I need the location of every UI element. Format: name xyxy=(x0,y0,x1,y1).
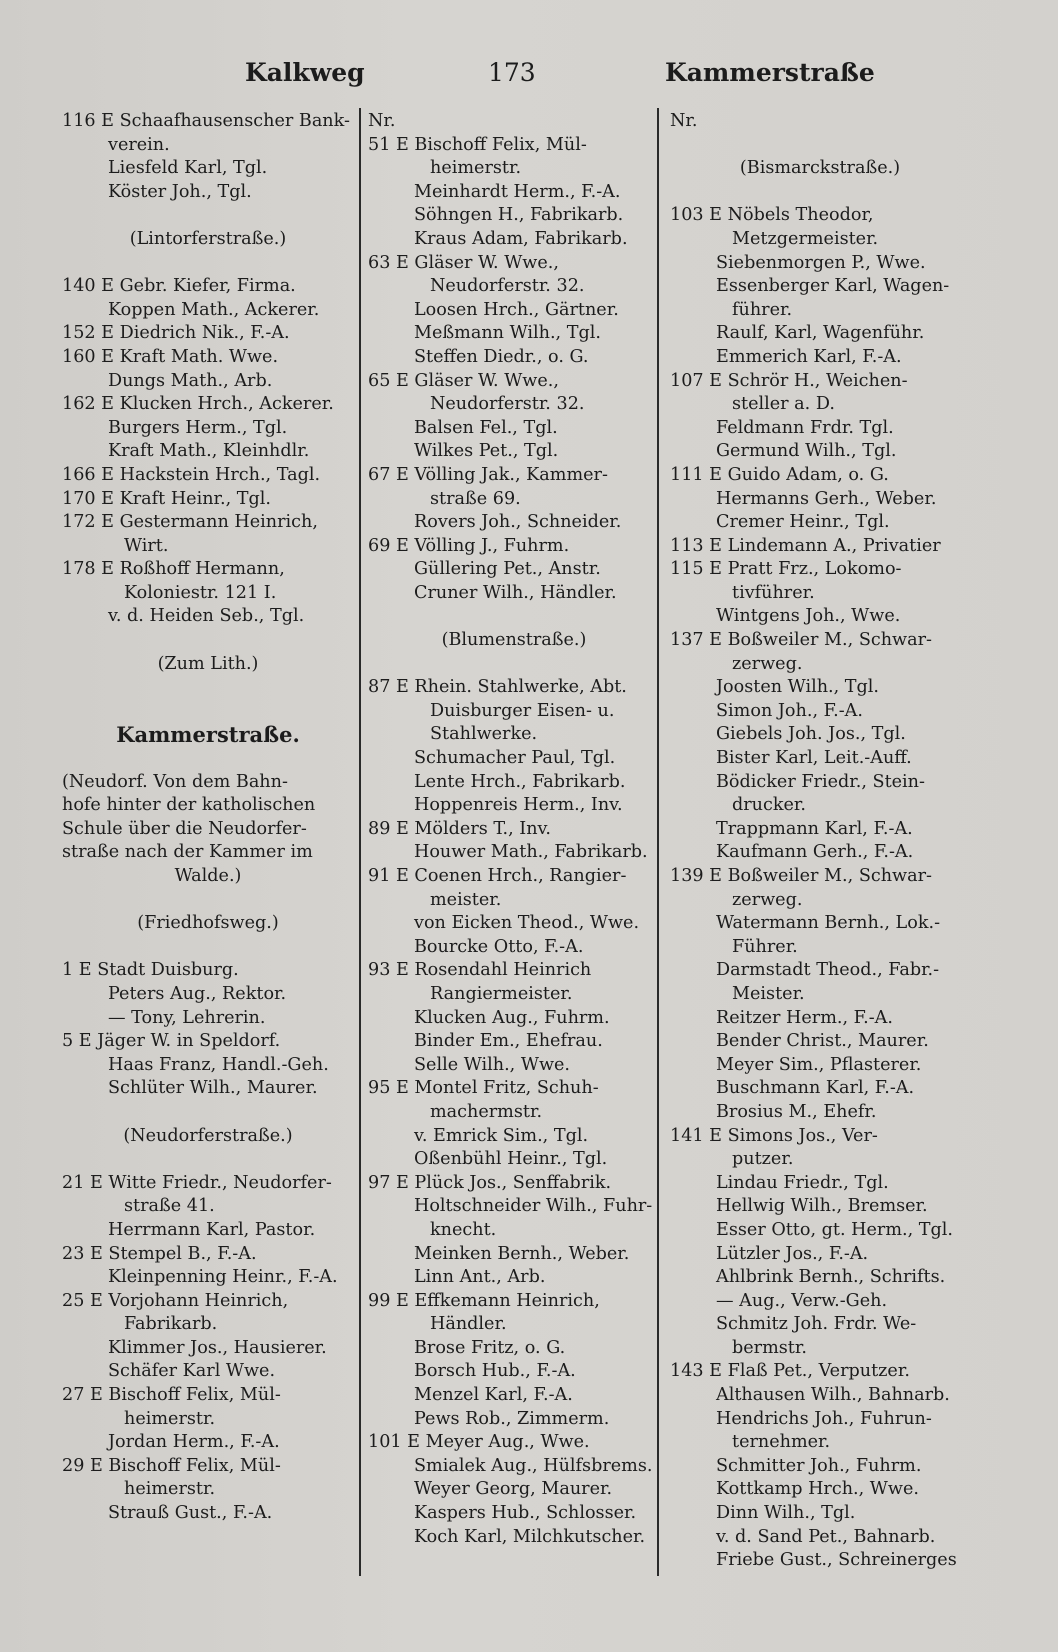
resident-line: Hoppenreis Herm., Inv. xyxy=(414,795,623,816)
resident-line: Feldmann Frdr. Tgl. xyxy=(716,417,894,438)
section-heading: (Lintorferstraße.) xyxy=(129,228,287,249)
line-spacer xyxy=(62,676,354,700)
resident-line: verein. xyxy=(108,134,170,155)
house-entry: 170 E Kraft Heinr., Tgl. xyxy=(62,488,272,509)
resident-line: Burgers Herm., Tgl. xyxy=(108,417,288,438)
resident-line: Rovers Joh., Schneider. xyxy=(414,512,622,533)
resident-line: Brose Fritz, o. G. xyxy=(414,1337,566,1358)
resident-line: Meyer Sim., Pflasterer. xyxy=(716,1054,922,1075)
resident-line: Hellwig Wilh., Bremser. xyxy=(716,1196,928,1217)
resident-line: steller a. D. xyxy=(732,394,835,415)
resident-line: (Neudorf. Von dem Bahn- xyxy=(62,771,288,792)
resident-line: Jordan Herm., F.-A. xyxy=(108,1432,280,1453)
resident-line: straße nach der Kammer im xyxy=(62,842,313,863)
resident-line: von Eicken Theod., Wwe. xyxy=(414,913,640,934)
resident-line: Giebels Joh. Jos., Tgl. xyxy=(716,724,906,745)
resident-line: Schmitz Joh. Frdr. We- xyxy=(716,1314,917,1335)
house-entry: 143 E Flaß Pet., Verputzer. xyxy=(670,1361,910,1382)
resident-line: Brosius M., Ehefr. xyxy=(716,1101,877,1122)
house-entry: 87 E Rhein. Stahlwerke, Abt. xyxy=(368,677,627,698)
section-heading: Walde.) xyxy=(174,866,242,886)
house-entry: 97 E Plück Jos., Senffabrik. xyxy=(368,1172,612,1193)
resident-line: Güllering Pet., Anstr. xyxy=(414,559,601,580)
house-entry: 166 E Hackstein Hrch., Tagl. xyxy=(62,464,321,485)
resident-line: Kleinpenning Heinr., F.-A. xyxy=(108,1267,338,1288)
resident-line: Hermanns Gerh., Weber. xyxy=(716,488,937,509)
house-entry: 141 E Simons Jos., Ver- xyxy=(670,1125,878,1146)
resident-line: Kraus Adam, Fabrikarb. xyxy=(414,228,628,249)
resident-line: ternehmer. xyxy=(732,1432,831,1453)
house-entry: 111 E Guido Adam, o. G. xyxy=(670,464,889,485)
resident-line: Ahlbrink Bernh., Schrifts. xyxy=(716,1267,946,1288)
resident-line: Klimmer Jos., Hausierer. xyxy=(108,1337,327,1358)
resident-line: Cruner Wilh., Händler. xyxy=(414,582,617,603)
resident-line: Bourcke Otto, F.-A. xyxy=(414,936,584,957)
resident-line: straße 41. xyxy=(124,1196,215,1217)
house-entry: 67 E Völling Jak., Kammer- xyxy=(368,464,608,485)
resident-line: Meister. xyxy=(732,983,805,1004)
line-spacer xyxy=(62,747,354,771)
running-header xyxy=(0,58,1058,98)
resident-line: Schmitter Joh., Fuhrm. xyxy=(716,1455,922,1476)
house-entry: 65 E Gläser W. Wwe., xyxy=(368,370,559,391)
resident-line: putzer. xyxy=(732,1149,794,1170)
house-entry: 95 E Montel Fritz, Schuh- xyxy=(368,1078,599,1099)
resident-line: Bödicker Friedr., Stein- xyxy=(716,771,925,792)
house-entry: 69 E Völling J., Fuhrm. xyxy=(368,535,570,556)
house-entry: 116 E Schaafhausenscher Bank- xyxy=(62,111,350,131)
section-heading: (Zum Lith.) xyxy=(157,653,259,674)
house-entry: 5 E Jäger W. in Speldorf. xyxy=(62,1031,281,1052)
resident-line: Kraft Math., Kleinhdlr. xyxy=(108,441,310,462)
house-entry: 23 E Stempel B., F.-A. xyxy=(62,1243,257,1264)
line-spacer xyxy=(368,605,660,629)
header-left-street: Kalkweg xyxy=(245,58,365,87)
resident-line: Linn Ant., Arb. xyxy=(414,1267,546,1288)
resident-line: Siebenmorgen P., Wwe. xyxy=(716,252,926,273)
resident-line: Menzel Karl, F.-A. xyxy=(414,1385,573,1406)
resident-line: Neudorferstr. 32. xyxy=(430,276,585,297)
resident-line: knecht. xyxy=(430,1219,497,1240)
resident-line: Raulf, Karl, Wagenführ. xyxy=(716,323,925,344)
resident-line: Essenberger Karl, Wagen- xyxy=(716,276,950,297)
line-spacer xyxy=(62,936,354,960)
house-entry: 172 E Gestermann Heinrich, xyxy=(62,512,318,533)
resident-line: Klucken Aug., Fuhrm. xyxy=(414,1007,610,1028)
house-entry: 29 E Bischoff Felix, Mül- xyxy=(62,1455,281,1476)
resident-line: Schumacher Paul, Tgl. xyxy=(414,748,616,769)
resident-line: Dinn Wilh., Tgl. xyxy=(716,1503,856,1524)
resident-line: Kaspers Hub., Schlosser. xyxy=(414,1503,637,1524)
resident-line: Althausen Wilh., Bahnarb. xyxy=(716,1385,950,1406)
resident-line: Lente Hrch., Fabrikarb. xyxy=(414,771,626,792)
resident-line: Bender Christ., Maurer. xyxy=(716,1031,929,1052)
house-entry: 107 E Schrör H., Weichen- xyxy=(670,370,908,391)
resident-line: Lützler Jos., F.-A. xyxy=(716,1243,869,1264)
resident-line: Metzgermeister. xyxy=(732,228,879,249)
house-entry: 137 E Boßweiler M., Schwar- xyxy=(670,630,932,651)
resident-line: Smialek Aug., Hülfsbrems. xyxy=(414,1455,653,1476)
house-entry: 51 E Bischoff Felix, Mül- xyxy=(368,134,587,155)
resident-line: — Tony, Lehrerin. xyxy=(108,1007,266,1028)
resident-line: Kaufmann Gerh., F.-A. xyxy=(716,842,914,863)
line-spacer xyxy=(62,1148,354,1172)
resident-line: Söhngen H., Fabrikarb. xyxy=(414,205,624,226)
resident-line: Herrmann Karl, Pastor. xyxy=(108,1219,316,1240)
resident-line: Balsen Fel., Tgl. xyxy=(414,417,558,438)
resident-line: Schule über die Neudorfer- xyxy=(62,818,307,839)
resident-line: Dungs Math., Arb. xyxy=(108,370,273,391)
resident-line: Stahlwerke. xyxy=(430,724,538,745)
resident-line: Meinken Bernh., Weber. xyxy=(414,1243,630,1264)
resident-line: Esser Otto, gt. Herm., Tgl. xyxy=(716,1219,954,1240)
resident-line: Strauß Gust., F.-A. xyxy=(108,1503,273,1524)
section-heading: (Blumenstraße.) xyxy=(441,630,587,651)
house-entry: 63 E Gläser W. Wwe., xyxy=(368,252,559,273)
resident-line: Germund Wilh., Tgl. xyxy=(716,441,897,462)
resident-line: hofe hinter der katholischen xyxy=(62,795,316,816)
line-spacer xyxy=(670,181,970,205)
resident-line: bermstr. xyxy=(732,1337,807,1358)
resident-line: Koloniestr. 121 I. xyxy=(124,582,277,603)
resident-line: — Aug., Verw.-Geh. xyxy=(716,1290,888,1311)
resident-line: Schlüter Wilh., Maurer. xyxy=(108,1078,318,1099)
resident-line: heimerstr. xyxy=(430,158,522,179)
resident-line: Meinhardt Herm., F.-A. xyxy=(414,181,621,202)
resident-line: v. Emrick Sim., Tgl. xyxy=(414,1125,589,1146)
resident-line: Köster Joh., Tgl. xyxy=(108,181,252,202)
house-entry: 91 E Coenen Hrch., Rangier- xyxy=(368,866,627,886)
resident-line: Händler. xyxy=(430,1314,507,1335)
resident-line: Joosten Wilh., Tgl. xyxy=(716,677,880,698)
house-entry: 1 E Stadt Duisburg. xyxy=(62,960,239,981)
house-entry: 27 E Bischoff Felix, Mül- xyxy=(62,1385,281,1406)
resident-line: Simon Joh., F.-A. xyxy=(716,700,863,721)
resident-line: heimerstr. xyxy=(124,1408,216,1429)
resident-line: Hendrichs Joh., Fuhrun- xyxy=(716,1408,932,1429)
resident-line: heimerstr. xyxy=(124,1479,216,1500)
resident-line: zerweg. xyxy=(732,653,803,674)
house-entry: 113 E Lindemann A., Privatier xyxy=(670,535,941,556)
resident-line: Kottkamp Hrch., Wwe. xyxy=(716,1479,919,1500)
resident-line: Fabrikarb. xyxy=(124,1314,218,1335)
resident-line: Koppen Math., Ackerer. xyxy=(108,299,320,320)
resident-line: Watermann Bernh., Lok.- xyxy=(716,913,941,934)
house-entry: 162 E Klucken Hrch., Ackerer. xyxy=(62,394,334,415)
resident-line: Liesfeld Karl, Tgl. xyxy=(108,158,268,179)
resident-line: Haas Franz, Handl.-Geh. xyxy=(108,1054,329,1075)
resident-line: Selle Wilh., Wwe. xyxy=(414,1054,571,1075)
line-spacer xyxy=(62,889,354,913)
resident-line: Wilkes Pet., Tgl. xyxy=(414,441,559,462)
resident-line: Cremer Heinr., Tgl. xyxy=(716,512,890,533)
house-entry: 103 E Nöbels Theodor, xyxy=(670,205,874,226)
resident-line: Loosen Hrch., Gärtner. xyxy=(414,299,619,320)
house-entry: 140 E Gebr. Kiefer, Firma. xyxy=(62,276,296,297)
page-number: 173 xyxy=(488,58,536,87)
resident-line: Weyer Georg, Maurer. xyxy=(414,1479,613,1500)
resident-line: Wintgens Joh., Wwe. xyxy=(716,606,901,627)
resident-line: Wirt. xyxy=(124,535,169,556)
house-entry: 101 E Meyer Aug., Wwe. xyxy=(368,1432,590,1453)
resident-line: v. d. Sand Pet., Bahnarb. xyxy=(716,1526,936,1547)
resident-line: v. d. Heiden Seb., Tgl. xyxy=(108,606,305,627)
line-spacer xyxy=(62,700,354,724)
resident-line: Friebe Gust., Schreinerges xyxy=(716,1550,957,1571)
resident-line: Rangiermeister. xyxy=(430,983,573,1004)
resident-line: Koch Karl, Milchkutscher. xyxy=(414,1526,646,1547)
resident-line: Darmstadt Theod., Fabr.- xyxy=(716,960,940,981)
line-spacer xyxy=(62,1101,354,1125)
resident-line: zerweg. xyxy=(732,889,803,910)
resident-line: Reitzer Herm., F.-A. xyxy=(716,1007,893,1028)
house-entry: 21 E Witte Friedr., Neudorfer- xyxy=(62,1172,332,1193)
resident-line: Emmerich Karl, F.-A. xyxy=(716,346,902,367)
section-heading: (Friedhofsweg.) xyxy=(137,913,279,934)
resident-line: Schäfer Karl Wwe. xyxy=(108,1361,276,1382)
resident-line: Oßenbühl Heinr., Tgl. xyxy=(414,1149,608,1170)
house-entry: 139 E Boßweiler M., Schwar- xyxy=(670,866,932,886)
resident-line: tivführer. xyxy=(732,582,815,603)
resident-line: Führer. xyxy=(732,936,798,957)
house-entry: 99 E Effkemann Heinrich, xyxy=(368,1290,600,1311)
resident-line: machermstr. xyxy=(430,1101,543,1122)
resident-line: Steffen Diedr., o. G. xyxy=(414,346,589,367)
house-entry: 93 E Rosendahl Heinrich xyxy=(368,960,592,981)
header-right-street: Kammerstraße xyxy=(665,58,875,87)
resident-line: Binder Em., Ehefrau. xyxy=(414,1031,603,1052)
house-entry: Nr. xyxy=(670,111,698,131)
column-1 xyxy=(62,110,354,1526)
resident-line: Neudorferstr. 32. xyxy=(430,394,585,415)
resident-line: Lindau Friedr., Tgl. xyxy=(716,1172,889,1193)
resident-line: Houwer Math., Fabrikarb. xyxy=(414,842,648,863)
section-heading: (Neudorferstraße.) xyxy=(123,1125,293,1146)
resident-line: Holtschneider Wilh., Fuhr- xyxy=(414,1196,653,1217)
house-entry: 115 E Pratt Frz., Lokomo- xyxy=(670,559,902,580)
column-2 xyxy=(368,110,660,1549)
house-entry: Nr. xyxy=(368,111,396,131)
resident-line: Trappmann Karl, F.-A. xyxy=(716,818,913,839)
column-divider-1 xyxy=(359,108,361,1576)
line-spacer xyxy=(62,629,354,653)
section-heading: (Bismarckstraße.) xyxy=(739,158,901,179)
house-entry: 160 E Kraft Math. Wwe. xyxy=(62,346,279,367)
resident-line: Borsch Hub., F.-A. xyxy=(414,1361,576,1382)
resident-line: Meßmann Wilh., Tgl. xyxy=(414,323,601,344)
resident-line: straße 69. xyxy=(430,488,521,509)
resident-line: Duisburger Eisen- u. xyxy=(430,700,615,721)
resident-line: meister. xyxy=(430,889,502,910)
house-entry: 89 E Mölders T., Inv. xyxy=(368,818,552,839)
house-entry: 152 E Diedrich Nik., F.-A. xyxy=(62,323,290,344)
line-spacer xyxy=(62,252,354,276)
line-spacer xyxy=(368,653,660,677)
resident-line: führer. xyxy=(732,299,793,320)
line-spacer xyxy=(670,134,970,158)
street-title: Kammerstraße. xyxy=(116,723,300,748)
resident-line: Pews Rob., Zimmerm. xyxy=(414,1408,610,1429)
column-3 xyxy=(670,110,970,1573)
resident-line: Buschmann Karl, F.-A. xyxy=(716,1078,915,1099)
resident-line: Bister Karl, Leit.-Auff. xyxy=(716,748,912,769)
house-entry: 25 E Vorjohann Heinrich, xyxy=(62,1290,289,1311)
resident-line: drucker. xyxy=(732,795,806,816)
line-spacer xyxy=(62,204,354,228)
house-entry: 178 E Roßhoff Hermann, xyxy=(62,559,285,580)
resident-line: Peters Aug., Rektor. xyxy=(108,983,287,1004)
